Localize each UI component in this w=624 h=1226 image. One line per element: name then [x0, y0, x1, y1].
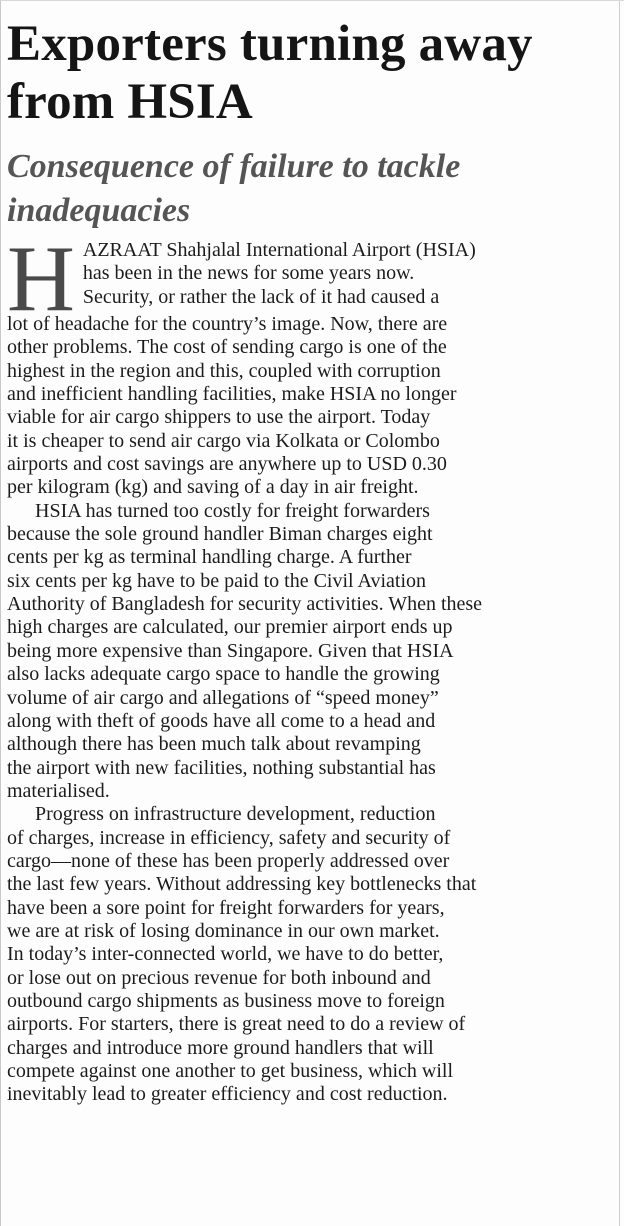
text-line: also lacks adequate cargo space to handle the growing: [7, 663, 440, 686]
text-line: because the sole ground handler Biman charges eight: [7, 523, 433, 546]
text-line: airports and cost savings are anywhere up to USD 0.30: [7, 453, 447, 476]
text-line: compete against one another to get business, which will: [7, 1060, 454, 1082]
text-line: inevitably lead to greater efficiency and cost reduction.: [7, 1083, 448, 1106]
text-line: high charges are calculated, our premier airport ends up: [7, 616, 453, 639]
text-line: volume of air cargo and allegations of “speed money”: [7, 686, 439, 709]
text-line: other problems. The cost of sending cargo is one of the: [7, 336, 447, 359]
text-line: we are at risk of losing dominance in our own market.: [7, 919, 440, 942]
text-line: six cents per kg have to be paid to the Civil Aviation: [7, 569, 426, 592]
column-rule: [619, 1, 620, 1226]
text-line: charges and introduce more ground handlers that will: [7, 1036, 434, 1059]
subheadline: Consequence of failure to tackle inadequacies: [7, 148, 461, 229]
text-line: materialised.: [7, 779, 110, 802]
headline: Exporters turning away from HSIA: [7, 16, 533, 130]
text-line: have been a sore point for freight forwarders for years,: [7, 896, 445, 919]
drop-cap: H: [7, 227, 75, 331]
text-line: lot of headache for the country’s image. Now, there are: [7, 313, 448, 335]
text-line: HSIA has turned too costly for freight forwarders: [35, 499, 430, 522]
text-line: it is cheaper to send air cargo via Kolkata or Colombo: [7, 429, 440, 452]
paragraph-1: [7, 227, 603, 500]
text-line: although there has been much talk about revamping: [7, 733, 421, 756]
text-line: outbound cargo shipments as business move to foreign: [7, 989, 445, 1012]
text-line: cents per kg as terminal handling charge. A further: [7, 546, 412, 569]
text-line: cargo—none of these has been properly addressed over: [7, 849, 450, 872]
text-line: Authority of Bangladesh for security activities. When these: [7, 593, 483, 616]
text-line: the airport with new facilities, nothing substantial has: [7, 756, 436, 779]
text-line: In today’s inter-connected world, we have to do better,: [7, 943, 444, 966]
paragraph-3: [7, 803, 603, 1106]
text-line: the last few years. Without addressing key bottlenecks that: [7, 873, 477, 896]
text-line: viable for air cargo shippers to use the airport. Today: [7, 406, 431, 429]
text-line: AZRAAT Shahjalal International Airport (HSIA): [82, 239, 476, 261]
text-line: or lose out on precious revenue for both inbound and: [7, 966, 431, 989]
text-line: per kilogram (kg) and saving of a day in air freight.: [7, 476, 419, 499]
text-line: being more expensive than Singapore. Given that HSIA: [7, 639, 454, 662]
text-line: along with theft of goods have all come to a head and: [7, 709, 436, 732]
paragraph-2: [7, 500, 603, 803]
text-line: has been in the news for some years now.: [82, 262, 415, 285]
text-line: airports. For starters, there is great need to do a review of: [7, 1013, 466, 1036]
text-line: highest in the region and this, coupled with corruption: [7, 359, 441, 382]
text-line: of charges, increase in efficiency, safety and security of: [7, 826, 451, 849]
text-line: Progress on infrastructure development, reduction: [35, 803, 436, 826]
text-line: and inefficient handling facilities, make HSIA no longer: [7, 383, 457, 406]
article-body: [7, 227, 603, 1107]
text-line: Security, or rather the lack of it had caused a: [82, 285, 440, 308]
